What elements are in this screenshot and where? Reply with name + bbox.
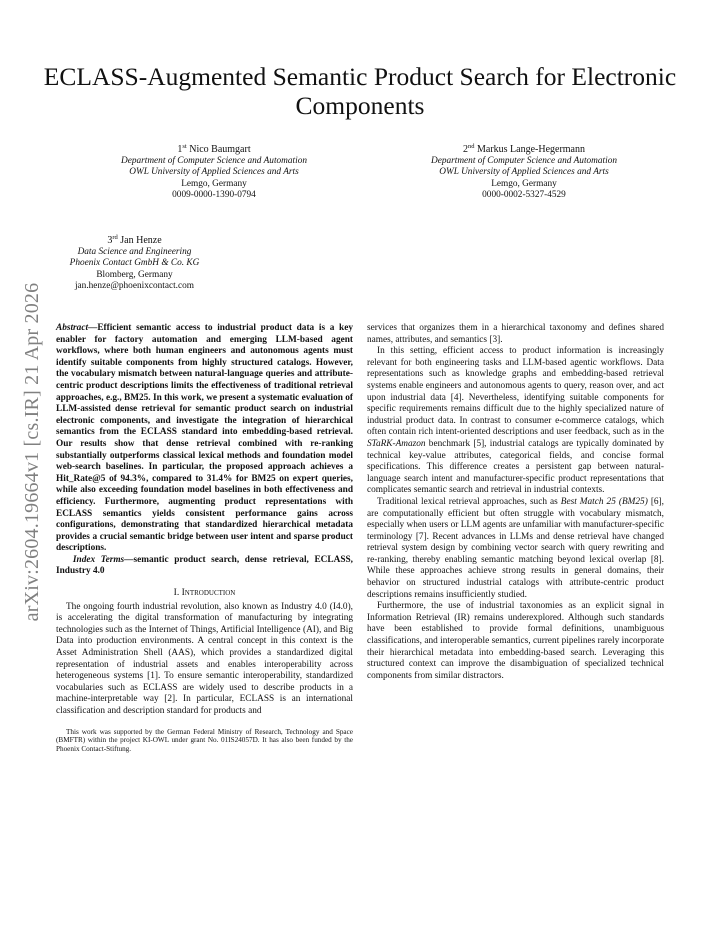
author-ordinal: 3 [107,235,113,246]
paragraph-text: In this setting, efficient access to product information is increasingly relevant for both engineering tasks and LLM-based agentic workflows. Data representations such as knowledge graphs and embedding-based retrieval systems enable engineers and autonomous agents to query, reason over, and act upon industrial data [4]. Nevertheless, identifying suitable components for specific requirements remains difficult due to the highly specialized nature of industrial product data. In contrast to consumer e-commerce catalogs, which often contain rich intent-oriented descriptions and user feedback, such as in the [367,346,664,438]
intro-paragraph: The ongoing fourth industrial revolution, also known as Industry 4.0 (I4.0), is accelerating the digital transformation of manufacturing by integrating technologies such as the Internet of Things, Artificial Intelligence (AI), and Big Data into production environments. A central concept in this context is the Asset Administration Shell (AAS), which provides a standardized digital representation of industrial assets and enables interoperability across heterogeneous systems [1]. To ensure semantic interoperability, standardized vocabularies such as ECLASS are widely used to describe products in a machine-interpretable way [2]. In particular, ECLASS is an international classification and description standard for products and [56,601,353,716]
index-terms-text: semantic product search, dense retrieval, ECLASS, Industry 4.0 [56,554,353,577]
author-ordinal: 1 [177,144,183,155]
paper-title: ECLASS-Augmented Semantic Product Search for Electronic Components [43,62,677,120]
author-name [42,235,227,247]
author-block-2 [400,144,648,202]
arxiv-identifier: arXiv:2604.19664v1 [cs.IR] 21 Apr 2026 [21,282,43,622]
left-column [56,323,353,754]
intro-paragraph: Furthermore, the use of industrial taxonomies as an explicit signal in Information Retrieval (IR) remains underexplored. Although such standards have been established to provide formal definitions, unambiguous classifications, and interoperable semantics, current pipelines rarely incorporate their hierarchical metadata into embedding-based search. Leveraging this structured context can improve the disambiguation of specialized technical components from similar distractors. [367,601,664,681]
author-name-text: Markus Lange-Hegermann [476,144,585,155]
author-contact: jan.henze@phoenixcontact.com [74,281,195,291]
intro-paragraph [367,346,664,497]
author-name-text: Jan Henze [120,235,162,246]
author-ordinal-suffix: st [182,143,187,150]
benchmark-name: STaRK-Amazon [367,438,426,449]
author-ordinal: 2 [462,144,468,155]
section-heading-introduction: I. Introduction [173,587,236,599]
author-name-text: Nico Baumgart [189,144,251,155]
paragraph-text: [6], are computationally efficient but often struggle with vocabulary mismatch, especially when users or LLM agents are unfamiliar with manufacturer-specific terminology [7]. Recent advances in LLMs and dense retrieval have changed retrieval system design by combining vector search with query rewriting and re-ranking, thereby enabling semantic matching beyond lexical overlap [8]. While these approaches achieve strong results in general domains, their behavior on structured industrial catalogs with attribute-centric product descriptions remains insufficiently studied. [367,496,664,600]
author-location: Blomberg, Germany [96,269,173,280]
author-department: Department of Computer Science and Automation [431,155,617,166]
abstract-text: Efficient semantic access to industrial product data is a key enabler for factory automation and emerging LLM-based agent workflows, where both human engineers and autonomous agents must identify suitable components from highly structured catalogs. However, the vocabulary mismatch between natural-language queries and attribute-centric product descriptions limits the effectiveness of traditional retrieval approaches, e.g., BM25. In this work, we present a systematic evaluation of LLM-assisted dense retrieval for semantic product search on industrial electronic components, and investigate the integration of hierarchical semantics from the ECLASS standard into embedding-based retrieval. Our results show that dense retrieval combined with re-ranking substantially outperforms classical lexical methods and foundation model web-search baselines. In particular, the proposed approach achieves a Hit_Rate@5 of 94.3%, compared to 31.4% for BM25 on expert queries, while also exceeding foundation model baselines in both effectiveness and efficiency. Furthermore, augmenting product representations with ECLASS semantics yields consistent performance gains across configurations, demonstrating that standardized hierarchical metadata provides a crucial semantic bridge between user intent and sparse product descriptions. [56,323,353,554]
intro-paragraph: services that organizes them in a hierarchical taxonomy and defines shared names, attributes, and semantics [3]. [367,323,664,345]
abstract: Abstract—Efficient semantic access to industrial product data is a key enabler for factory automation and emerging LLM-based agent workflows, where both human engineers and autonomous agents must identify suitable components from highly structured catalogs. However, the vocabulary mismatch between natural-language queries and attribute-centric product descriptions limits the effectiveness of traditional retrieval approaches, e.g., BM25. In this work, we present a systematic evaluation of LLM-assisted dense retrieval for semantic product search on industrial electronic components, and investigate the integration of hierarchical semantics from the ECLASS standard into embedding-based retrieval. Our results show that dense retrieval combined with re-ranking substantially outperforms classical lexical methods and foundation model web-search baselines. In particular, the proposed approach achieves a Hit_Rate@5 of 94.3%, compared to 31.4% for BM25 on expert queries, while also exceeding foundation model baselines in both effectiveness and efficiency. Furthermore, augmenting product representations with ECLASS semantics yields consistent performance gains across configurations, demonstrating that standardized hierarchical metadata provides a crucial semantic bridge between user intent and sparse product descriptions. [56,323,353,554]
author-location: Lemgo, Germany [181,178,247,189]
method-name: Best Match 25 (BM25) [560,496,648,507]
intro-paragraph [367,497,664,601]
author-organization: Phoenix Contact GmbH & Co. KG [69,258,200,268]
author-block-3 [42,235,227,293]
abstract-label: Abstract [56,323,89,333]
author-ordinal-suffix: nd [467,143,475,150]
author-location: Lemgo, Germany [491,178,557,189]
paragraph-text: Traditional lexical retrieval approaches, such as [377,496,561,507]
index-terms-label: Index Terms [72,554,125,565]
author-organization: OWL University of Applied Sciences and Arts [129,167,299,177]
author-ordinal-suffix: rd [112,234,118,241]
author-name [400,144,648,156]
author-department: Department of Computer Science and Automation [121,155,307,166]
paragraph-text: benchmark [5], industrial catalogs are typically dominated by technical key-value attributes, categorical fields, and concise formal specifications. This difference creates a persistent gap between natural-language search intent and manufacturer-specific product representations that complicates semantic search and retrieval in industrial contexts. [367,438,664,496]
author-contact: 0000-0002-5327-4529 [482,190,566,200]
right-column [367,323,664,682]
funding-footnote: This work was supported by the German Federal Ministry of Research, Technology and Space (BMFTR) within the project KI-OWL under grant No. 01IS24057D. It has also been funded by the Phoenix Contact-Stiftung. [56,727,353,754]
author-organization: OWL University of Applied Sciences and Arts [439,167,609,177]
index-terms: Index Terms—semantic product search, dense retrieval, ECLASS, Industry 4.0 [56,554,353,577]
author-name [90,144,338,156]
author-department: Data Science and Engineering [77,246,192,257]
author-contact: 0009-0000-1390-0794 [172,190,256,200]
author-block-1 [90,144,338,202]
